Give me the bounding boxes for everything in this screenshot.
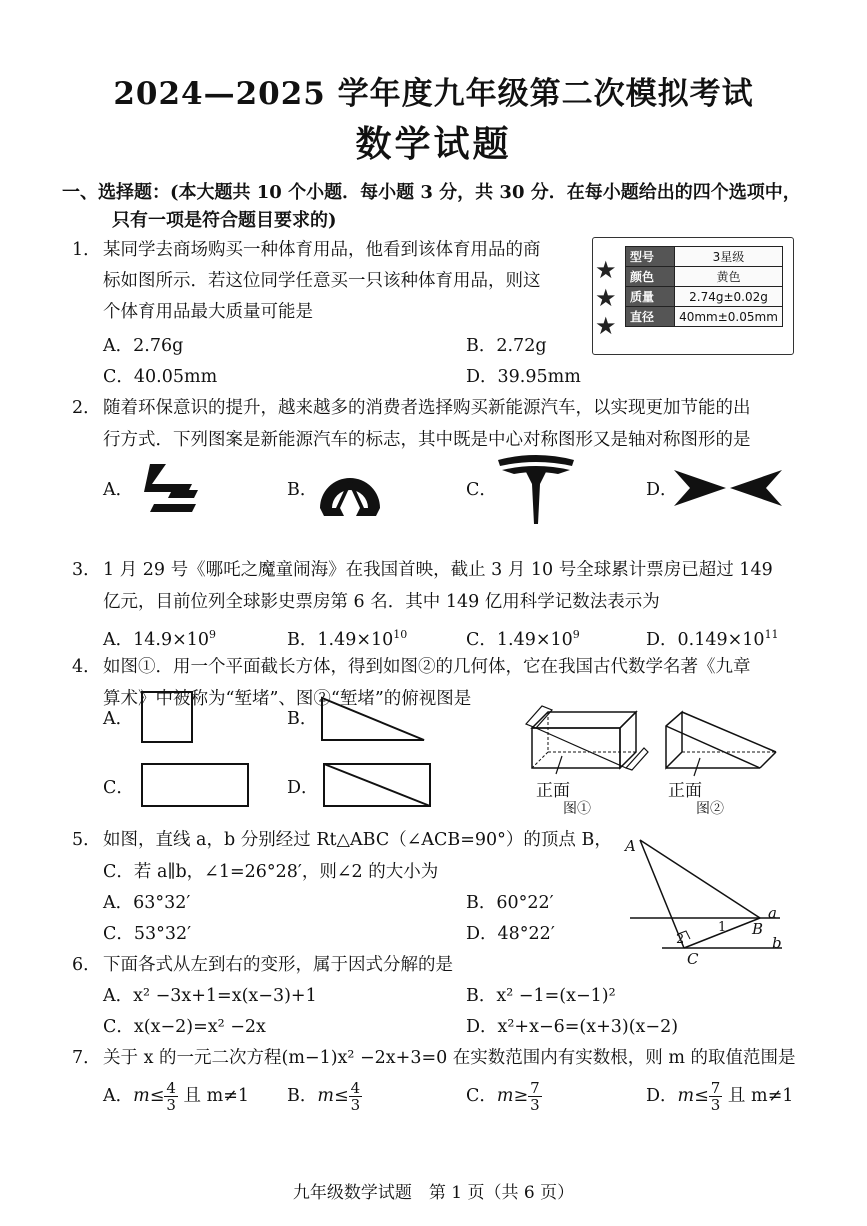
q2-logo-b-icon — [314, 458, 386, 520]
q4-option-d-rectangle-diagonal — [322, 762, 434, 810]
option-label: C． — [466, 629, 497, 650]
spec-row — [626, 287, 783, 307]
q4-label-c: C． — [103, 778, 134, 798]
option-condition: 且 m≠1 — [722, 1086, 794, 1106]
q4-option-b-triangle — [320, 696, 428, 744]
q1-option-b: B．2.72g — [466, 336, 547, 356]
option-exponent: 11 — [764, 628, 779, 641]
q6-option-c: C．x(x−2)=x² −2x — [103, 1017, 266, 1037]
q1-text-line3: 个体育用品最大质量可能是 — [103, 302, 313, 322]
option-base: 1.49×10 — [496, 629, 573, 650]
q5-text-line1: 如图，直线 a，b 分别经过 Rt△ABC（∠ACB=90°）的顶点 B， — [103, 830, 612, 850]
spec-value: 黄色 — [675, 267, 783, 287]
q6-option-a: A．x² −3x+1=x(x−3)+1 — [103, 986, 317, 1006]
q3-option-c — [466, 625, 580, 650]
option-relation: m≤ — [133, 1086, 165, 1106]
star-icon: ★ — [595, 284, 617, 312]
fraction-numerator: 4 — [166, 1079, 176, 1097]
fig1-front-label: 正面 — [536, 781, 570, 801]
option-label: D． — [646, 629, 678, 650]
spec-row — [626, 247, 783, 267]
q5-point-b: B — [752, 920, 764, 938]
q5-text-line2: C．若 a∥b，∠1=26°28′，则∠2 的大小为 — [103, 862, 439, 882]
spec-table — [625, 246, 783, 327]
q2-number: 2． — [72, 398, 101, 418]
q1-option-a: A．2.76g — [103, 336, 184, 356]
option-relation: m≤ — [677, 1086, 709, 1106]
product-spec-label — [592, 237, 794, 355]
spec-key: 质量 — [626, 287, 675, 307]
page-footer: 九年级数学试题 第 1 页（共 6 页） — [292, 1183, 575, 1203]
q3-option-b — [287, 625, 407, 650]
option-condition: 且 m≠1 — [177, 1086, 249, 1106]
q5-angle-2-label: 2 — [676, 932, 685, 947]
q2-logo-d-icon — [672, 466, 784, 514]
option-relation: m≥ — [496, 1086, 529, 1106]
option-relation: m≤ — [317, 1086, 349, 1106]
option-label: B． — [287, 1086, 318, 1106]
fraction-denominator: 3 — [350, 1096, 361, 1114]
q2-label-c: C． — [466, 480, 497, 500]
fig2-caption: 图② — [696, 801, 724, 817]
q4-figure2-prism — [660, 708, 784, 782]
q2-logo-c-icon — [496, 454, 576, 526]
spec-row — [626, 267, 783, 287]
q5-option-d: D．48°22′ — [466, 924, 555, 944]
q4-label-b: B． — [287, 709, 318, 729]
fraction-denominator: 3 — [710, 1096, 721, 1114]
q2-label-a: A． — [103, 480, 134, 500]
option-base: 0.149×10 — [677, 629, 765, 650]
fraction — [164, 1080, 178, 1113]
q3-number: 3． — [72, 560, 101, 580]
fig2-front-label: 正面 — [668, 781, 702, 801]
q7-option-a — [103, 1080, 249, 1113]
option-label: A． — [103, 1086, 134, 1106]
option-label: B． — [287, 629, 318, 650]
fraction-denominator: 3 — [166, 1096, 176, 1114]
q6-option-b: B．x² −1=(x−1)² — [466, 986, 616, 1006]
q5-line-a-label: a — [768, 904, 777, 922]
q3-option-d — [646, 625, 779, 650]
q1-option-d: D．39.95mm — [466, 367, 581, 387]
q5-point-c: C — [687, 950, 699, 968]
q5-number: 5． — [72, 830, 101, 850]
q1-text-line2: 标如图所示．若这位同学任意买一只该种体育用品，则这 — [103, 271, 541, 291]
spec-value: 40mm±0.05mm — [675, 307, 783, 327]
spec-value: 2.74g±0.02g — [675, 287, 783, 307]
fraction — [709, 1080, 723, 1113]
q2-label-b: B． — [287, 480, 318, 500]
option-base: 14.9×10 — [133, 629, 210, 650]
exam-subtitle: 数学试题 — [355, 123, 512, 165]
q2-logo-a-icon — [132, 460, 202, 520]
q4-option-a-square — [140, 690, 196, 746]
fraction-numerator: 4 — [350, 1079, 361, 1097]
fraction — [349, 1080, 363, 1113]
q1-text-line1: 某同学去商场购买一种体育用品，他看到该体育用品的商 — [103, 240, 541, 260]
exam-title: 2024—2025 学年度九年级第二次模拟考试 — [113, 76, 754, 112]
fig1-caption: 图① — [563, 801, 591, 817]
spec-key: 直径 — [626, 307, 675, 327]
fraction-numerator: 7 — [710, 1079, 721, 1097]
spec-value: 3星级 — [675, 247, 783, 267]
q7-option-b — [287, 1080, 362, 1113]
fraction-numerator: 7 — [530, 1079, 540, 1097]
q5-line-b-label: b — [772, 934, 782, 952]
option-label: C． — [466, 1086, 497, 1106]
q7-text-line1: 关于 x 的一元二次方程(m−1)x² −2x+3=0 在实数范围内有实数根，则 m 的取值范围是 — [103, 1048, 796, 1068]
q3-option-a — [103, 625, 216, 650]
q5-point-a: A — [625, 837, 636, 855]
q5-option-c: C．53°32′ — [103, 924, 192, 944]
q7-number: 7． — [72, 1048, 101, 1068]
q2-text-line2: 行方式．下列图案是新能源汽车的标志，其中既是中心对称图形又是轴对称图形的是 — [103, 430, 751, 450]
option-exponent: 9 — [209, 628, 217, 641]
q4-figure1-cuboid — [522, 702, 652, 782]
section-heading-cont: 只有一项是符合题目要求的) — [112, 210, 337, 231]
q5-figure-triangle — [620, 832, 790, 968]
q2-text-line1: 随着环保意识的提升，越来越多的消费者选择购买新能源汽车，以实现更加节能的出 — [103, 398, 751, 418]
q1-number: 1． — [72, 240, 101, 260]
spec-key: 型号 — [626, 247, 675, 267]
q2-label-d: D． — [646, 480, 678, 500]
q5-option-a: A．63°32′ — [103, 893, 191, 913]
q4-option-c-rectangle — [140, 762, 252, 810]
q1-option-c: C．40.05mm — [103, 367, 218, 387]
q4-label-a: A． — [103, 709, 134, 729]
q4-label-d: D． — [287, 778, 319, 798]
q5-option-b: B．60°22′ — [466, 893, 554, 913]
q7-option-c — [466, 1080, 542, 1113]
option-exponent: 10 — [393, 628, 408, 641]
q4-text-line1: 如图①．用一个平面截长方体，得到如图②的几何体，它在我国古代数学名著《九章 — [103, 657, 751, 677]
option-label: A． — [103, 629, 134, 650]
q6-number: 6． — [72, 955, 101, 975]
q4-number: 4． — [72, 657, 101, 677]
star-icon: ★ — [595, 312, 617, 340]
option-base: 1.49×10 — [317, 629, 394, 650]
q7-option-d — [646, 1080, 793, 1113]
spec-row — [626, 307, 783, 327]
q3-text-line2: 亿元，目前位列全球影史票房第 6 名．其中 149 亿用科学记数法表示为 — [103, 592, 660, 612]
q3-text-line1: 1 月 29 号《哪吒之魔童闹海》在我国首映，截止 3 月 10 号全球累计票房已超过 149 — [103, 560, 773, 580]
fraction-denominator: 3 — [530, 1096, 540, 1114]
star-icon: ★ — [595, 256, 617, 284]
section-heading: 一、选择题：(本大题共 10 个小题．每小题 3 分，共 30 分．在每小题给出的四个选项中， — [62, 182, 801, 203]
option-exponent: 9 — [572, 628, 580, 641]
fraction — [528, 1080, 542, 1113]
q6-text-line1: 下面各式从左到右的变形，属于因式分解的是 — [103, 955, 453, 975]
q6-option-d: D．x²+x−6=(x+3)(x−2) — [466, 1017, 679, 1037]
spec-key: 颜色 — [626, 267, 675, 287]
option-label: D． — [646, 1086, 678, 1106]
q4-text-line2: 算术》中被称为“堑堵”、图②“堑堵”的俯视图是 — [103, 689, 472, 709]
q5-angle-1-label: 1 — [718, 920, 727, 935]
